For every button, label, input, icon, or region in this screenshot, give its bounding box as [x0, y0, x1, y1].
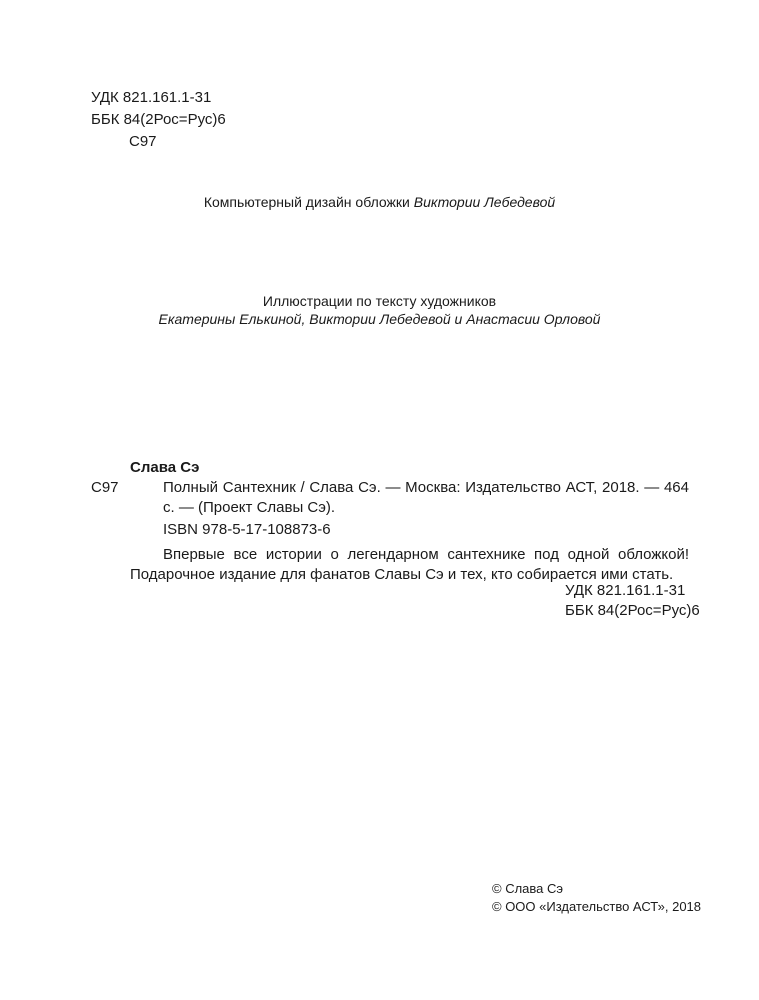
illustrators-names: Екатерины Елькиной, Виктории Лебедевой и Анастасии Орловой — [158, 311, 601, 327]
cover-design-credit — [0, 192, 759, 212]
author-code-header: С97 — [129, 133, 157, 150]
udk-catalog: УДК 821.161.1-31 — [565, 582, 686, 599]
copyright-publisher: © ООО «Издательство АСТ», 2018 — [492, 899, 702, 914]
cover-credit-label: Компьютерный дизайн обложки — [203, 194, 414, 210]
cover-designer-name: Виктории Лебедевой — [413, 194, 556, 210]
udk-header: УДК 821.161.1-31 — [91, 89, 212, 106]
bibliographic-description: Полный Сантехник / Слава Сэ. — Москва: Издательство АСТ, 2018. — 464 с. — (Проект Славы Сэ). — [163, 479, 689, 516]
bbk-header: ББК 84(2Рос=Рус)6 — [91, 111, 226, 128]
bbk-catalog: ББК 84(2Рос=Рус)6 — [565, 602, 700, 619]
catalog-author: Слава Сэ — [130, 459, 200, 476]
illustrations-credit-label: Иллюстрации по тексту художников — [262, 293, 497, 309]
isbn: ISBN 978-5-17-108873-6 — [163, 521, 331, 538]
catalog-author-code: С97 — [91, 479, 119, 496]
copyright-author: © Слава Сэ — [492, 881, 564, 896]
annotation: Впервые все истории о легендарном сантехнике под одной обложкой! Подарочное издание для фанатов Славы Сэ и тех, кто собирается ими стать. — [130, 546, 689, 583]
